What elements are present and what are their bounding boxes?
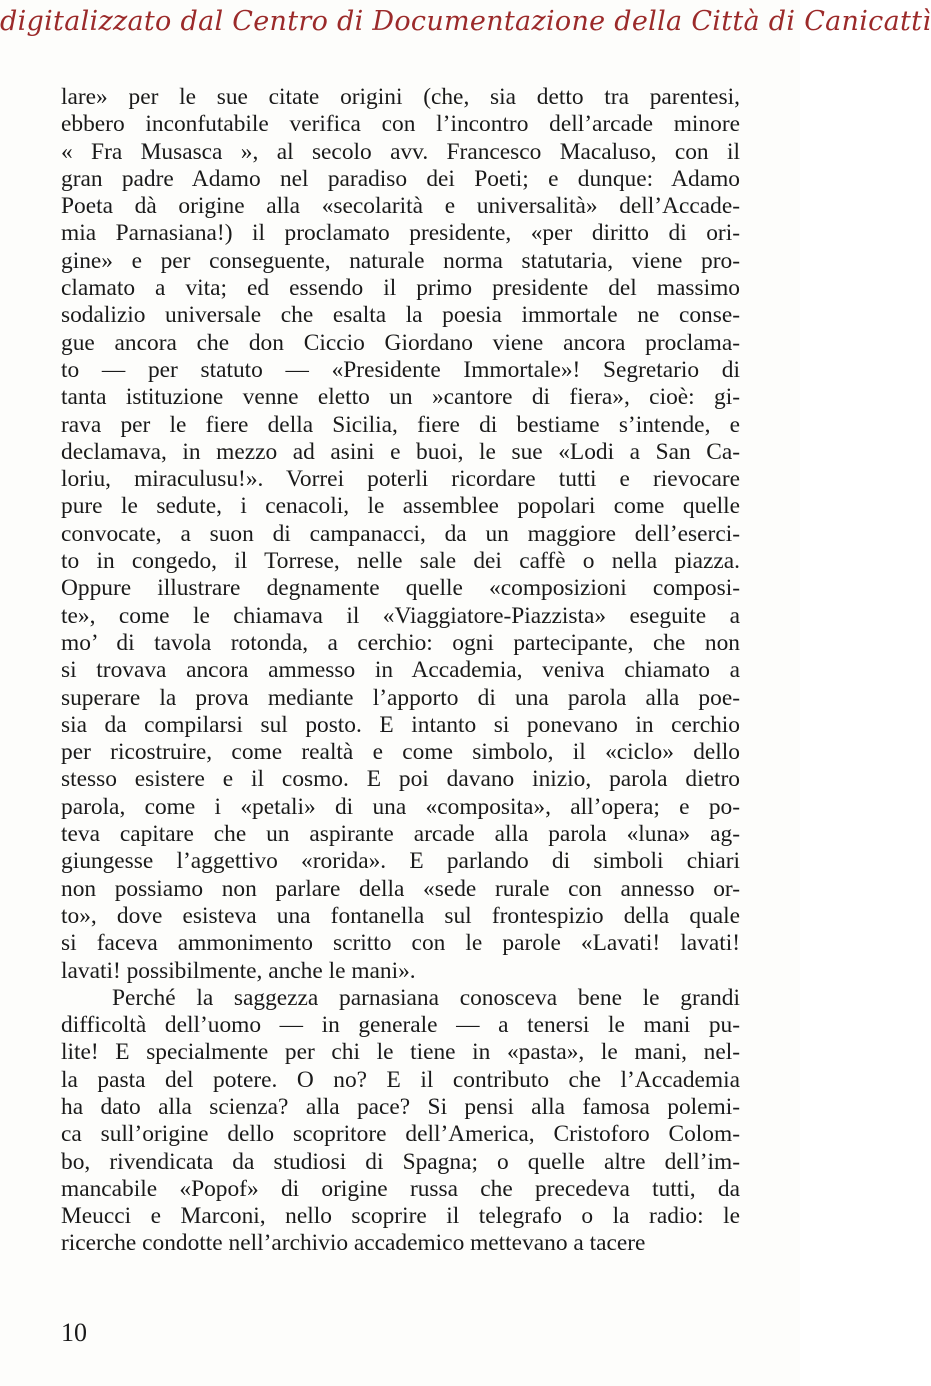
text-line: si faceva ammonimento scritto con le parole «Lavati! lavati! — [61, 930, 740, 957]
text-line: la pasta del potere. O no? E il contributo che l’Accademia — [61, 1066, 740, 1093]
text-line: to in congedo, il Torrese, nelle sale dei caffè o nella piazza. — [61, 548, 740, 575]
text-line: gran padre Adamo nel paradiso dei Poeti; e dunque: Adamo — [61, 165, 740, 192]
text-line: giungesse l’aggettivo «rorida». E parlando di simboli chiari — [61, 848, 740, 875]
text-line: Poeta dà origine alla «secolarità e universalità» dell’Accade- — [61, 193, 740, 220]
text-line: sodalizio universale che esalta la poesia immortale ne conse- — [61, 302, 740, 329]
page-number: 10 — [61, 1318, 87, 1347]
text-line: non possiamo non parlare della «sede rurale con annesso or- — [61, 875, 740, 902]
text-line: ha dato alla scienza? alla pace? Si pensi alla famosa polemi- — [61, 1093, 740, 1120]
text-line: ebbero inconfutabile verifica con l’incontro dell’arcade minore — [61, 111, 740, 138]
text-line: rava per le fiere della Sicilia, fiere di bestiame s’intende, e — [61, 411, 740, 438]
text-line: per ricostruire, come realtà e come simbolo, il «ciclo» dello — [61, 739, 740, 766]
text-line: clamato a vita; ed essendo il primo presidente del massimo — [61, 275, 740, 302]
text-line: « Fra Musasca », al secolo avv. Francesco Macaluso, con il — [61, 138, 740, 165]
text-line: difficoltà dell’uomo — in generale — a tenersi le mani pu- — [61, 1012, 740, 1039]
body-text — [61, 84, 740, 1258]
text-line: gue ancora che don Ciccio Giordano viene ancora proclama- — [61, 329, 740, 356]
text-line: Oppure illustrare degnamente quelle «composizioni composi- — [61, 575, 740, 602]
paragraph — [61, 985, 740, 1258]
text-line: mia Parnasiana!) il proclamato presidente, «per diritto di ori- — [61, 220, 740, 247]
text-line: gine» e per conseguente, naturale norma statutaria, viene pro- — [61, 247, 740, 274]
text-line: superare la prova mediante l’apporto di una parola alla poe- — [61, 684, 740, 711]
text-line: mo’ di tavola rotonda, a cerchio: ogni partecipante, che non — [61, 629, 740, 656]
text-line: stesso esistere e il cosmo. E poi davano inizio, parola dietro — [61, 766, 740, 793]
text-line: lite! E specialmente per chi le tiene in «pasta», le mani, nel- — [61, 1039, 740, 1066]
text-line: lavati! possibilmente, anche le mani». — [61, 957, 416, 984]
text-line: to — per statuto — «Presidente Immortale»! Segretario di — [61, 356, 740, 383]
text-line: to», dove esisteva una fontanella sul frontespizio della quale — [61, 902, 740, 929]
text-line: loriu, miraculusu!». Vorrei poterli ricordare tutti e rievocare — [61, 466, 740, 493]
text-line: tanta istituzione venne eletto un »cantore di fiera», cioè: gi- — [61, 384, 740, 411]
text-line: teva capitare che un aspirante arcade alla parola «luna» ag- — [61, 821, 740, 848]
paragraph — [61, 84, 740, 985]
text-line: ricerche condotte nell’archivio accademico mettevano a tacere — [61, 1230, 646, 1257]
text-line: si trovava ancora ammesso in Accademia, veniva chiamato a — [61, 657, 740, 684]
text-line: ca sull’origine dello scopritore dell’America, Cristoforo Colom- — [61, 1121, 740, 1148]
text-line: declamava, in mezzo ad asini e buoi, le sue «Lodi a San Ca- — [61, 438, 740, 465]
text-line: parola, come i «petali» di una «composita», all’opera; e po- — [61, 793, 740, 820]
text-line: Meucci e Marconi, nello scoprire il telegrafo o la radio: le — [61, 1203, 740, 1230]
text-line: bo, rivendicata da studiosi di Spagna; o quelle altre dell’im- — [61, 1148, 740, 1175]
text-line: Perché la saggezza parnasiana conosceva bene le grandi — [112, 984, 740, 1011]
text-line: lare» per le sue citate origini (che, sia detto tra parentesi, — [61, 84, 740, 110]
text-line: pure le sedute, i cenacoli, le assemblee popolari come quelle — [61, 493, 740, 520]
digitization-watermark: digitalizzato dal Centro di Documentazione della Città di Canicattì — [0, 6, 931, 37]
text-line: te», come le chiamava il «Viaggiatore-Piazzista» eseguite a — [61, 602, 740, 629]
text-line: convocate, a suon di campanacci, da un maggiore dell’eserci- — [61, 520, 740, 547]
text-line: mancabile «Popof» di origine russa che precedeva tutti, da — [61, 1175, 740, 1202]
text-line: sia da compilarsi sul posto. E intanto si ponevano in cerchio — [61, 711, 740, 738]
